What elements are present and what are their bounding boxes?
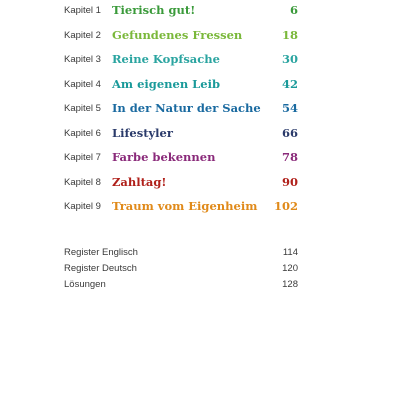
appendix-page: 114 bbox=[282, 247, 298, 258]
chapter-row-9[interactable] bbox=[64, 198, 298, 223]
table-of-contents bbox=[64, 0, 298, 221]
appendix-row-register-englisch[interactable] bbox=[64, 246, 298, 262]
chapter-number: Kapitel 6 bbox=[64, 127, 101, 139]
chapter-number: Kapitel 3 bbox=[64, 54, 101, 65]
chapter-row-3[interactable] bbox=[64, 51, 298, 76]
chapter-page: 66 bbox=[281, 125, 298, 140]
chapter-title: Traum vom Eigenheim bbox=[112, 199, 258, 213]
appendix-label: Register Deutsch bbox=[64, 263, 137, 274]
chapter-page: 78 bbox=[281, 150, 298, 164]
chapter-row-7[interactable] bbox=[64, 149, 298, 174]
appendix-page: 128 bbox=[282, 279, 298, 290]
chapter-number: Kapitel 5 bbox=[64, 103, 101, 114]
chapter-row-6[interactable] bbox=[64, 125, 298, 150]
chapter-row-4[interactable] bbox=[64, 76, 298, 101]
chapter-number: Kapitel 2 bbox=[64, 29, 101, 41]
chapter-row-5[interactable] bbox=[64, 100, 298, 125]
chapter-number: Kapitel 9 bbox=[64, 201, 101, 212]
chapter-title: Am eigenen Leib bbox=[112, 76, 220, 91]
chapter-title: Zahltag! bbox=[112, 174, 167, 189]
chapter-number: Kapitel 1 bbox=[64, 5, 101, 16]
chapter-number: Kapitel 4 bbox=[64, 78, 101, 90]
chapter-number: Kapitel 8 bbox=[64, 176, 101, 188]
chapter-title: Reine Kopfsache bbox=[112, 52, 220, 66]
chapter-page: 18 bbox=[281, 27, 298, 42]
chapter-title: Tierisch gut! bbox=[112, 3, 196, 17]
chapter-page: 54 bbox=[281, 101, 298, 115]
chapter-number: Kapitel 7 bbox=[64, 152, 101, 163]
chapter-title: Lifestyler bbox=[112, 125, 173, 140]
chapter-title: Farbe bekennen bbox=[112, 150, 216, 164]
appendix-label: Lösungen bbox=[64, 279, 106, 290]
chapter-row-8[interactable] bbox=[64, 174, 298, 199]
chapter-page: 30 bbox=[281, 52, 298, 66]
chapter-page: 6 bbox=[289, 3, 298, 17]
chapter-page: 102 bbox=[273, 199, 298, 213]
chapter-title: In der Natur der Sache bbox=[112, 101, 261, 115]
appendix-page: 120 bbox=[282, 263, 298, 274]
appendix-list bbox=[64, 246, 298, 294]
chapter-row-2[interactable] bbox=[64, 27, 298, 52]
chapter-page: 90 bbox=[281, 174, 298, 189]
chapter-page: 42 bbox=[281, 76, 298, 91]
appendix-label: Register Englisch bbox=[64, 247, 138, 258]
chapter-title: Gefundenes Fressen bbox=[112, 27, 243, 42]
appendix-row-loesungen[interactable] bbox=[64, 278, 298, 294]
chapter-row-1[interactable] bbox=[64, 2, 298, 27]
appendix-row-register-deutsch[interactable] bbox=[64, 262, 298, 278]
